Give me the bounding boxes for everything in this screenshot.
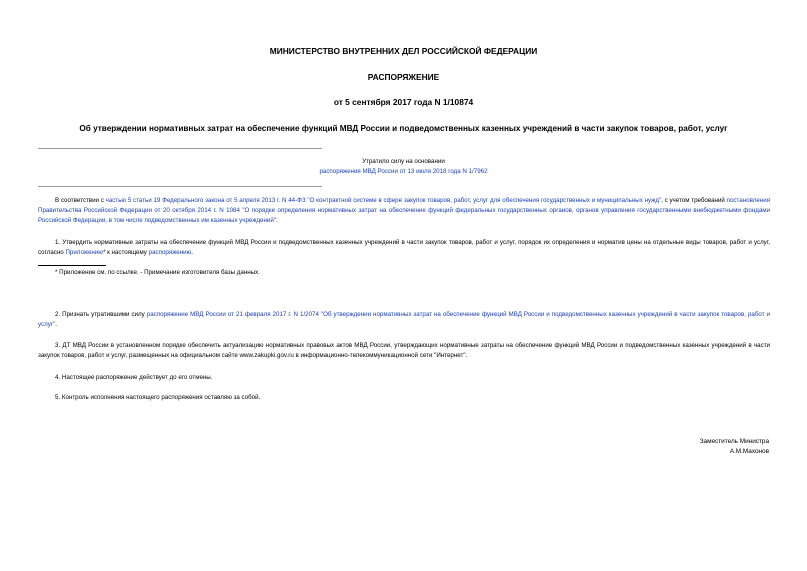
document-type-heading: РАСПОРЯЖЕНИЕ: [367, 72, 440, 82]
preamble-paragraph: В соответствии с частью 5 статьи 19 Федерального закона от 5 апреля 2013 г. N 44-ФЗ "О контрактной системе в сфере закупок товаров, работ, услуг для обеспечения государственных и муниципальных нужд", с учетом требований постановления Правительства Российской Федерации от 20 октября 2014 г. N 1084 "О порядке определения нормативных затрат на обеспечение функций федеральных государственных органов, органов управления государственными внебюджетными фондами Российской Федерации, в том числе подведомственных им казенных учреждений":: [38, 197, 770, 224]
order-link[interactable]: распоряжению: [148, 249, 192, 256]
status-note-text: Утратило силу на основании: [362, 158, 445, 165]
government-decree-link[interactable]: постановления Правительства Российской Федерации от 20 октября 2014 г. N 1084 "О порядке определения нормативных затрат на обеспечение функций федеральных государственных органов, органов управления государственными внебюджетными фондами Российской Федерации, в том числе подведомственных им казенных учреждений": [38, 197, 770, 224]
date-number-heading: от 5 сентября 2017 года N 1/10874: [333, 97, 474, 107]
footnote: * Приложение см. по ссылке. - Примечание изготовителя базы данных.: [55, 269, 260, 276]
paragraph-5: 5. Контроль исполнения настоящего распоряжения оставляю за собой.: [55, 394, 261, 401]
ministry-heading: МИНИСТЕРСТВО ВНУТРЕННИХ ДЕЛ РОССИЙСКОЙ ФЕДЕРАЦИИ: [269, 46, 538, 56]
paragraph-2: 2. Признать утратившими силу распоряжение МВД России от 21 февраля 2017 г. N 1/2074 "Об утверждении нормативных затрат на обеспечение функций МВД России и подведомственных казенных учреждений в части закупок товаров, работ и услуг".: [38, 311, 770, 328]
status-note-line: [0, 167, 807, 177]
signature-position: Заместитель Министра: [699, 438, 769, 445]
status-note-link[interactable]: распоряжения МВД России от 13 июля 2018 года N 1/7962: [319, 168, 488, 175]
signature-name: А.М.Махонов: [729, 448, 769, 455]
status-divider-top: [38, 148, 322, 149]
repealed-order-link[interactable]: распоряжение МВД России от 21 февраля 2017 г. N 1/2074 "Об утверждении нормативных затрат на обеспечение функций МВД России и подведомственных казенных учреждений в части закупок товаров, работ и услуг": [38, 311, 770, 328]
federal-law-link[interactable]: частью 5 статьи 19 Федерального закона от 5 апреля 2013 г. N 44-ФЗ "О контрактной системе в сфере закупок товаров, работ, услуг для обеспечения государственных и муниципальных нужд": [105, 197, 662, 204]
document-title: Об утверждении нормативных затрат на обеспечение функций МВД России и подведомственных казенных учреждений в части закупок товаров, работ, услуг: [79, 124, 728, 133]
paragraph-3: 3. ДТ МВД России в установленном порядке обеспечить актуализацию нормативных правовых актов МВД России, утверждающих нормативные затраты на обеспечение функций МВД России и подведомственных казенных учреждений в части закупок товаров, работ и услуг, размещенных на официальном сайте www.zakupki.gov.ru в информационно-телекоммуникационной сети "Интернет".: [38, 342, 770, 359]
footnote-divider: [38, 265, 106, 266]
paragraph-4: 4. Настоящее распоряжение действует до его отмены.: [55, 374, 213, 381]
status-divider-bottom: [38, 186, 322, 187]
paragraph-1: 1. Утвердить нормативные затраты на обеспечение функций МВД России и подведомственных казенных учреждений в части закупок товаров, работ и услуг, порядок их определения и норматив цены на отдельные виды товаров, работ и услуг, согласно Приложению* к настоящему распоряжению.: [38, 239, 770, 256]
appendix-link[interactable]: Приложению: [65, 249, 103, 256]
